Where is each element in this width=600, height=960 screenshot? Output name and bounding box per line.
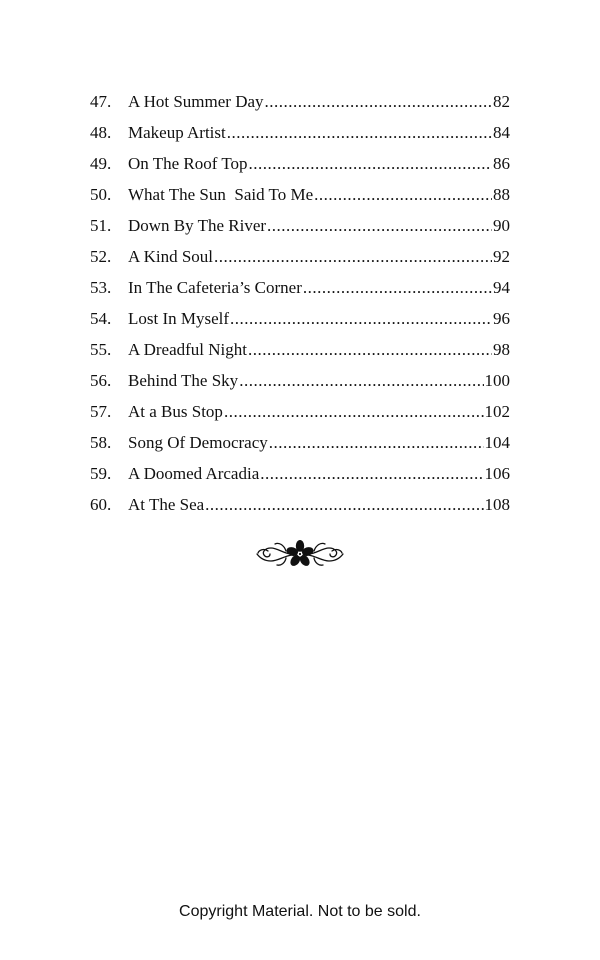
- toc-dot-leader: [265, 86, 492, 117]
- toc-entry-number: 53.: [90, 278, 112, 297]
- toc-entry-title: Down By The River: [128, 216, 267, 235]
- toc-dot-leader: [214, 241, 492, 272]
- toc-dot-leader: [267, 210, 492, 241]
- toc-dot-leader: [230, 303, 492, 334]
- toc-dot-leader: [303, 272, 492, 303]
- toc-entry-number: 56.: [90, 371, 112, 390]
- toc-entry-page: 100: [484, 371, 510, 390]
- toc-entry: [90, 365, 510, 396]
- toc-entry-page: 96: [493, 309, 510, 328]
- toc-entry-title: Makeup Artist: [128, 123, 226, 142]
- toc-dot-leader: [239, 365, 483, 396]
- toc-entry-title: A Dreadful Night: [128, 340, 247, 359]
- toc-dot-leader: [260, 458, 483, 489]
- toc-dot-leader: [249, 148, 492, 179]
- toc-entry: [90, 272, 510, 303]
- toc-entry: [90, 148, 510, 179]
- toc-entry-title: Song Of Democracy: [128, 433, 268, 452]
- toc-entry-title: At a Bus Stop: [128, 402, 223, 421]
- toc-entry-number: 48.: [90, 123, 112, 142]
- toc-entry-page: 88: [493, 185, 510, 204]
- toc-entry-page: 108: [484, 495, 510, 514]
- toc-entry-page: 90: [493, 216, 510, 235]
- toc-entry-title: Behind The Sky: [128, 371, 239, 390]
- toc-dot-leader: [227, 117, 492, 148]
- toc-entry: [90, 117, 510, 148]
- toc-entry: [90, 179, 510, 210]
- toc-entry-number: 55.: [90, 340, 112, 359]
- toc-entry-number: 57.: [90, 402, 112, 421]
- toc-entry-title: A Doomed Arcadia: [128, 464, 260, 483]
- toc-entry-page: 84: [493, 123, 510, 142]
- toc-entry-number: 54.: [90, 309, 112, 328]
- toc-entry: [90, 86, 510, 117]
- copyright-footer: Copyright Material. Not to be sold.: [179, 903, 421, 920]
- floral-ornament-icon: [254, 536, 346, 572]
- toc-dot-leader: [248, 334, 492, 365]
- toc-entry: [90, 303, 510, 334]
- toc-entry-number: 59.: [90, 464, 112, 483]
- toc-entry-number: 52.: [90, 247, 112, 266]
- toc-entry-title: A Kind Soul: [128, 247, 214, 266]
- toc-entry-number: 47.: [90, 92, 112, 111]
- toc-entry: [90, 210, 510, 241]
- toc-entry-page: 86: [493, 154, 510, 173]
- toc-entry-title: A Hot Summer Day: [128, 92, 264, 111]
- toc-entry: [90, 334, 510, 365]
- toc-entry-page: 106: [484, 464, 510, 483]
- table-of-contents: [90, 86, 510, 520]
- toc-entry-page: 102: [484, 402, 510, 421]
- toc-entry-page: 98: [493, 340, 510, 359]
- toc-entry-page: 82: [493, 92, 510, 111]
- toc-entry-title: Lost In Myself: [128, 309, 230, 328]
- toc-entry: [90, 241, 510, 272]
- toc-entry-title: At The Sea: [128, 495, 205, 514]
- toc-entry-page: 94: [493, 278, 510, 297]
- toc-entry-number: 49.: [90, 154, 112, 173]
- toc-entry-number: 50.: [90, 185, 112, 204]
- toc-entry-number: 58.: [90, 433, 112, 452]
- toc-entry: [90, 396, 510, 427]
- toc-dot-leader: [314, 179, 492, 210]
- toc-entry-title: On The Roof Top: [128, 154, 248, 173]
- toc-entry-number: 51.: [90, 216, 112, 235]
- toc-entry: [90, 427, 510, 458]
- toc-entry-title: What The Sun Said To Me: [128, 185, 314, 204]
- toc-entry-number: 60.: [90, 495, 112, 514]
- toc-entry-page: 104: [484, 433, 510, 452]
- toc-entry: [90, 458, 510, 489]
- toc-dot-leader: [224, 396, 484, 427]
- toc-dot-leader: [269, 427, 484, 458]
- toc-entry: [90, 489, 510, 520]
- toc-entry-page: 92: [493, 247, 510, 266]
- toc-entry-title: In The Cafeteria’s Corner: [128, 278, 302, 297]
- toc-dot-leader: [205, 489, 483, 520]
